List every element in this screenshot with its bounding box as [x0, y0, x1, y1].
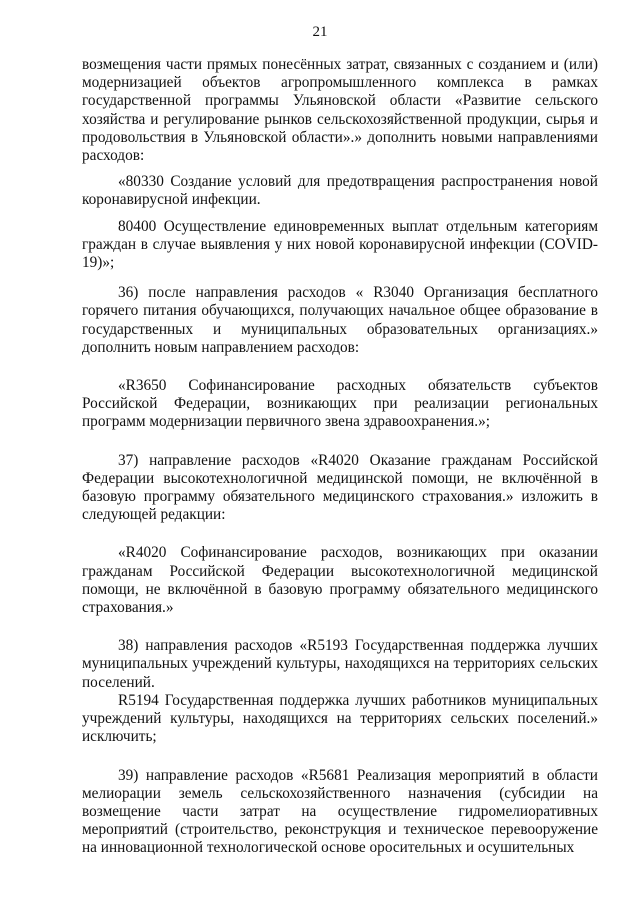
paragraph-80400: 80400 Осуществление единовременных выплат отдельным категориям граждан в случае выявления у них новой коронавирусной инфекции (COVID-19)»; [82, 217, 598, 272]
paragraph-item-37: 37) направление расходов «R4020 Оказание гражданам Российской Федерации высокотехнологичной медицинской помощи, не включённой в базовую программу обязательного медицинского страхования.» изложить в следующей редакции: [82, 451, 598, 524]
document-body [82, 56, 598, 858]
paragraph-r4020: «R4020 Софинансирование расходов, возникающих при оказании гражданам Российской Федерации высокотехнологичной медицинской помощи, не включённой в базовую программу обязательного медицинского страхования.» [82, 544, 598, 617]
paragraph-item-38: 38) направления расходов «R5193 Государственная поддержка лучших муниципальных учреждений культуры, находящихся на территориях сельских поселений. [82, 637, 598, 691]
paragraph-80330: «80330 Создание условий для предотвращения распространения новой коронавирусной инфекции. [82, 173, 598, 209]
paragraph-r5194: R5194 Государственная поддержка лучших работников муниципальных учреждений культуры, находящихся на территориях сельских поселений.» исключить; [82, 691, 598, 746]
page-number: 21 [312, 24, 328, 40]
paragraph-r3650: «R3650 Софинансирование расходных обязательств субъектов Российской Федерации, возникающих при реализации региональных программ модернизации первичного звена здравоохранения.»; [82, 377, 598, 431]
paragraph-intro: возмещения части прямых понесённых затрат, связанных с созданием и (или) модернизацией объектов агропромышленного комплекса в рамках государственной программы Ульяновской области «Развитие сельского хозяйства и регулирование рынков сельскохозяйственной продукции, сырья и продовольствия в Ульяновской области».» дополнить новыми направлениями расходов: [82, 56, 598, 165]
paragraph-item-36: 36) после направления расходов « R3040 Организация бесплатного горячего питания обучающихся, получающих начальное общее образование в государственных и муниципальных образовательных организациях.» дополнить новым направлением расходов: [82, 284, 598, 356]
paragraph-item-39: 39) направление расходов «R5681 Реализация мероприятий в области мелиорации земель сельскохозяйственного назначения (субсидии на возмещение части затрат на осуществление гидромелиоративных мероприятий (строительство, реконструкция и техническое перевооружение на инновационной технологической основе оросительных и осушительных [82, 766, 598, 857]
